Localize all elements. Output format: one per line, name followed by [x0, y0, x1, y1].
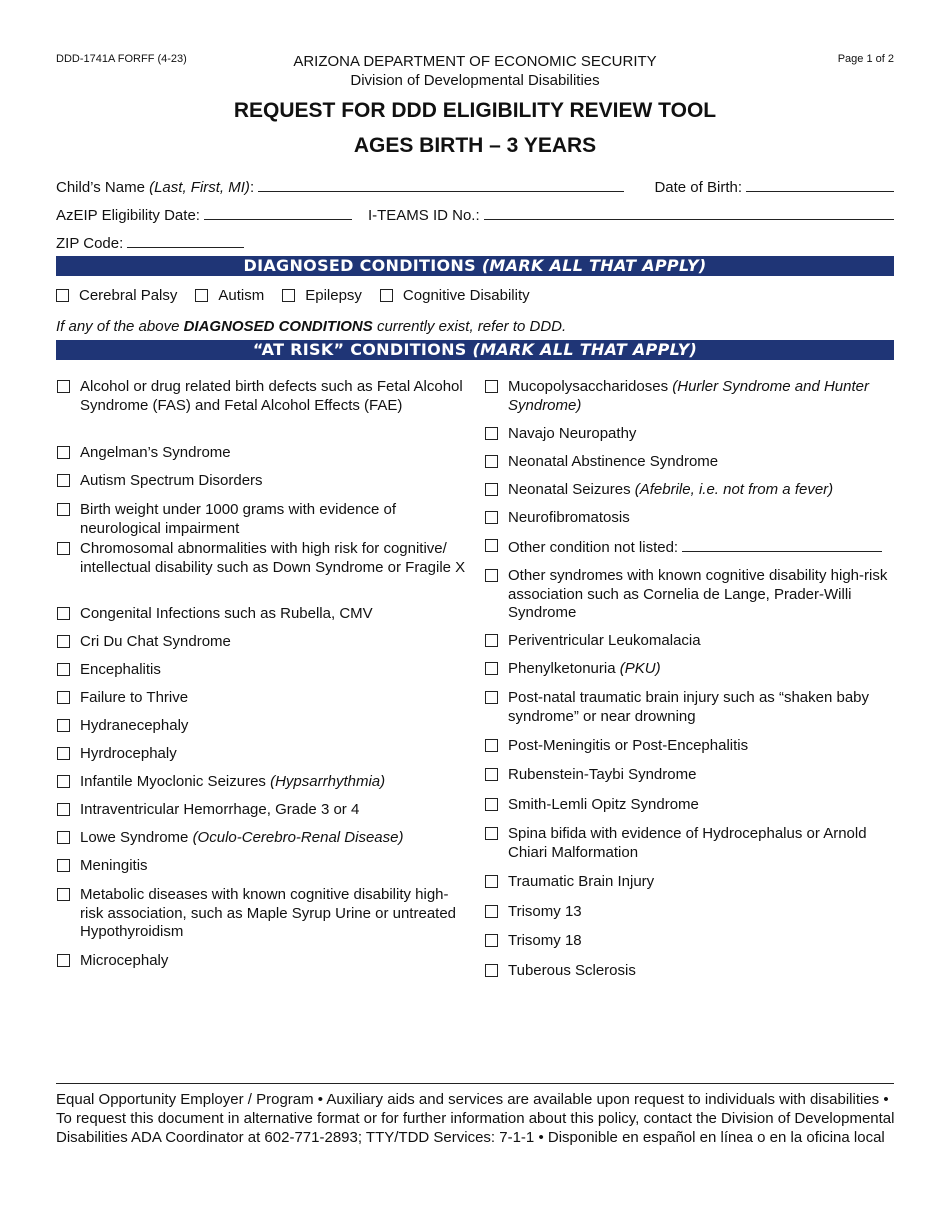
at-risk-item[interactable]: Trisomy 13: [485, 903, 894, 922]
at-risk-item[interactable]: Microcephaly: [57, 952, 471, 971]
at-risk-item[interactable]: Angelman’s Syndrome: [57, 444, 471, 463]
footer-divider: [56, 1083, 894, 1084]
diagnosed-item[interactable]: Cerebral Palsy: [56, 287, 177, 304]
page-number: Page 1 of 2: [837, 53, 894, 65]
at-risk-item[interactable]: Other condition not listed:: [485, 537, 894, 558]
checkbox[interactable]: [485, 905, 498, 918]
child-name-row: [56, 177, 894, 196]
checkbox[interactable]: [485, 455, 498, 468]
at-risk-item[interactable]: Post-natal traumatic brain injury such as “shaken baby syndrome” or near drowning: [485, 689, 894, 726]
diagnosed-item[interactable]: Cognitive Disability: [380, 287, 530, 304]
checkbox[interactable]: [57, 380, 70, 393]
at-risk-item[interactable]: Congenital Infections such as Rubella, CMV: [57, 605, 471, 624]
at-risk-item[interactable]: Intraventricular Hemorrhage, Grade 3 or 4: [57, 801, 471, 820]
diagnosed-heading: DIAGNOSED CONDITIONS (MARK ALL THAT APPLY): [56, 256, 894, 276]
checkbox[interactable]: [57, 775, 70, 788]
checkbox[interactable]: [57, 474, 70, 487]
zip-label: ZIP Code:: [56, 235, 124, 252]
footer-text: Equal Opportunity Employer / Program • Auxiliary aids and services are available upon request to individuals with disabilities • To request this document in alternative format or for further information about this policy, contact the Division of Developmental Disabilities ADA Coordinator at 602-771-2893; TTY/TDD Services: 7-1-1 • Disponible en español en línea o en la oficina local: [56, 1091, 895, 1146]
checkbox[interactable]: [485, 691, 498, 704]
at-risk-item[interactable]: Hydranecephaly: [57, 717, 471, 736]
diagnosed-note: If any of the above DIAGNOSED CONDITIONS currently exist, refer to DDD.: [56, 318, 567, 335]
diagnosed-item[interactable]: Autism: [195, 287, 264, 304]
at-risk-item[interactable]: Infantile Myoclonic Seizures (Hypsarrhythmia): [57, 773, 471, 792]
at-risk-item[interactable]: Neurofibromatosis: [485, 509, 894, 528]
checkbox[interactable]: [57, 803, 70, 816]
checkbox[interactable]: [57, 747, 70, 760]
checkbox[interactable]: [57, 663, 70, 676]
checkbox[interactable]: [57, 888, 70, 901]
checkbox[interactable]: [57, 503, 70, 516]
other-condition-field[interactable]: [682, 537, 882, 552]
at-risk-item[interactable]: Autism Spectrum Disorders: [57, 472, 471, 491]
checkbox[interactable]: [485, 662, 498, 675]
checkbox[interactable]: [57, 691, 70, 704]
diagnosed-list: [56, 287, 548, 304]
at-risk-item[interactable]: Trisomy 18: [485, 932, 894, 951]
checkbox[interactable]: [57, 831, 70, 844]
checkbox[interactable]: [57, 859, 70, 872]
child-name-label: Child’s Name (Last, First, MI):: [56, 179, 255, 196]
checkbox[interactable]: [380, 289, 393, 302]
checkbox[interactable]: [485, 511, 498, 524]
checkbox[interactable]: [485, 427, 498, 440]
zip-row: [56, 233, 894, 252]
at-risk-item[interactable]: Rubenstein-Taybi Syndrome: [485, 766, 894, 785]
iteams-label: I-TEAMS ID No.:: [367, 207, 480, 224]
at-risk-item[interactable]: Other syndromes with known cognitive disability high-risk association such as Cornelia de Lange, Prader-Willi Syndrome: [485, 567, 894, 623]
checkbox[interactable]: [485, 380, 498, 393]
dob-label: Date of Birth:: [654, 179, 742, 196]
checkbox[interactable]: [57, 542, 70, 555]
at-risk-item[interactable]: Post-Meningitis or Post-Encephalitis: [485, 737, 894, 756]
at-risk-item[interactable]: Cri Du Chat Syndrome: [57, 633, 471, 652]
diagnosed-item[interactable]: Epilepsy: [282, 287, 362, 304]
checkbox[interactable]: [195, 289, 208, 302]
checkbox[interactable]: [57, 954, 70, 967]
at-risk-item[interactable]: Metabolic diseases with known cognitive disability high-risk association, such as Maple Syrup Urine or untreated Hypothyroidism: [57, 886, 471, 942]
at-risk-heading: “AT RISK” CONDITIONS (MARK ALL THAT APPLY): [56, 340, 894, 360]
azeip-row: [56, 205, 894, 224]
checkbox[interactable]: [485, 634, 498, 647]
at-risk-item[interactable]: Spina bifida with evidence of Hydrocephalus or Arnold Chiari Malformation: [485, 825, 894, 862]
at-risk-item[interactable]: Meningitis: [57, 857, 471, 876]
at-risk-item[interactable]: Navajo Neuropathy: [485, 425, 894, 444]
at-risk-item[interactable]: Phenylketonuria (PKU): [485, 660, 894, 679]
at-risk-item[interactable]: Failure to Thrive: [57, 689, 471, 708]
checkbox[interactable]: [485, 798, 498, 811]
iteams-id-field[interactable]: [484, 205, 894, 220]
at-risk-item[interactable]: Neonatal Abstinence Syndrome: [485, 453, 894, 472]
at-risk-item[interactable]: Birth weight under 1000 grams with evidence of neurological impairment: [57, 501, 471, 538]
form-title: REQUEST FOR DDD ELIGIBILITY REVIEW TOOL: [233, 99, 717, 122]
form-code: DDD-1741A FORFF (4-23): [56, 53, 187, 65]
checkbox[interactable]: [485, 739, 498, 752]
at-risk-item[interactable]: Encephalitis: [57, 661, 471, 680]
at-risk-item[interactable]: Hyrdrocephaly: [57, 745, 471, 764]
checkbox[interactable]: [57, 446, 70, 459]
checkbox[interactable]: [485, 875, 498, 888]
at-risk-item[interactable]: Lowe Syndrome (Oculo-Cerebro-Renal Disease): [57, 829, 471, 848]
checkbox[interactable]: [57, 607, 70, 620]
at-risk-item[interactable]: Periventricular Leukomalacia: [485, 632, 894, 651]
dob-field[interactable]: [746, 177, 894, 192]
checkbox[interactable]: [485, 964, 498, 977]
checkbox[interactable]: [56, 289, 69, 302]
at-risk-item[interactable]: Neonatal Seizures (Afebrile, i.e. not from a fever): [485, 481, 894, 500]
child-name-field[interactable]: [258, 177, 624, 192]
form-subtitle: AGES BIRTH – 3 YEARS: [353, 134, 597, 157]
at-risk-item[interactable]: Traumatic Brain Injury: [485, 873, 894, 892]
at-risk-item[interactable]: Tuberous Sclerosis: [485, 962, 894, 981]
at-risk-item[interactable]: Smith-Lemli Opitz Syndrome: [485, 796, 894, 815]
zip-field[interactable]: [127, 233, 244, 248]
at-risk-item[interactable]: Mucopolysaccharidoses (Hurler Syndrome and Hunter Syndrome): [485, 378, 894, 415]
azeip-date-field[interactable]: [204, 205, 352, 220]
agency-name: ARIZONA DEPARTMENT OF ECONOMIC SECURITY: [293, 53, 657, 70]
checkbox[interactable]: [485, 483, 498, 496]
checkbox[interactable]: [485, 768, 498, 781]
checkbox[interactable]: [57, 719, 70, 732]
division-name: Division of Developmental Disabilities: [350, 72, 600, 89]
at-risk-item[interactable]: Alcohol or drug related birth defects such as Fetal Alcohol Syndrome (FAS) and Fetal Alcohol Effects (FAE): [57, 378, 471, 415]
checkbox[interactable]: [485, 827, 498, 840]
checkbox[interactable]: [485, 569, 498, 582]
checkbox[interactable]: [282, 289, 295, 302]
checkbox[interactable]: [485, 539, 498, 552]
checkbox[interactable]: [485, 934, 498, 947]
at-risk-item[interactable]: Chromosomal abnormalities with high risk for cognitive/ intellectual disability such as Down Syndrome or Fragile X: [57, 540, 471, 577]
azeip-label: AzEIP Eligibility Date:: [56, 207, 200, 224]
checkbox[interactable]: [57, 635, 70, 648]
